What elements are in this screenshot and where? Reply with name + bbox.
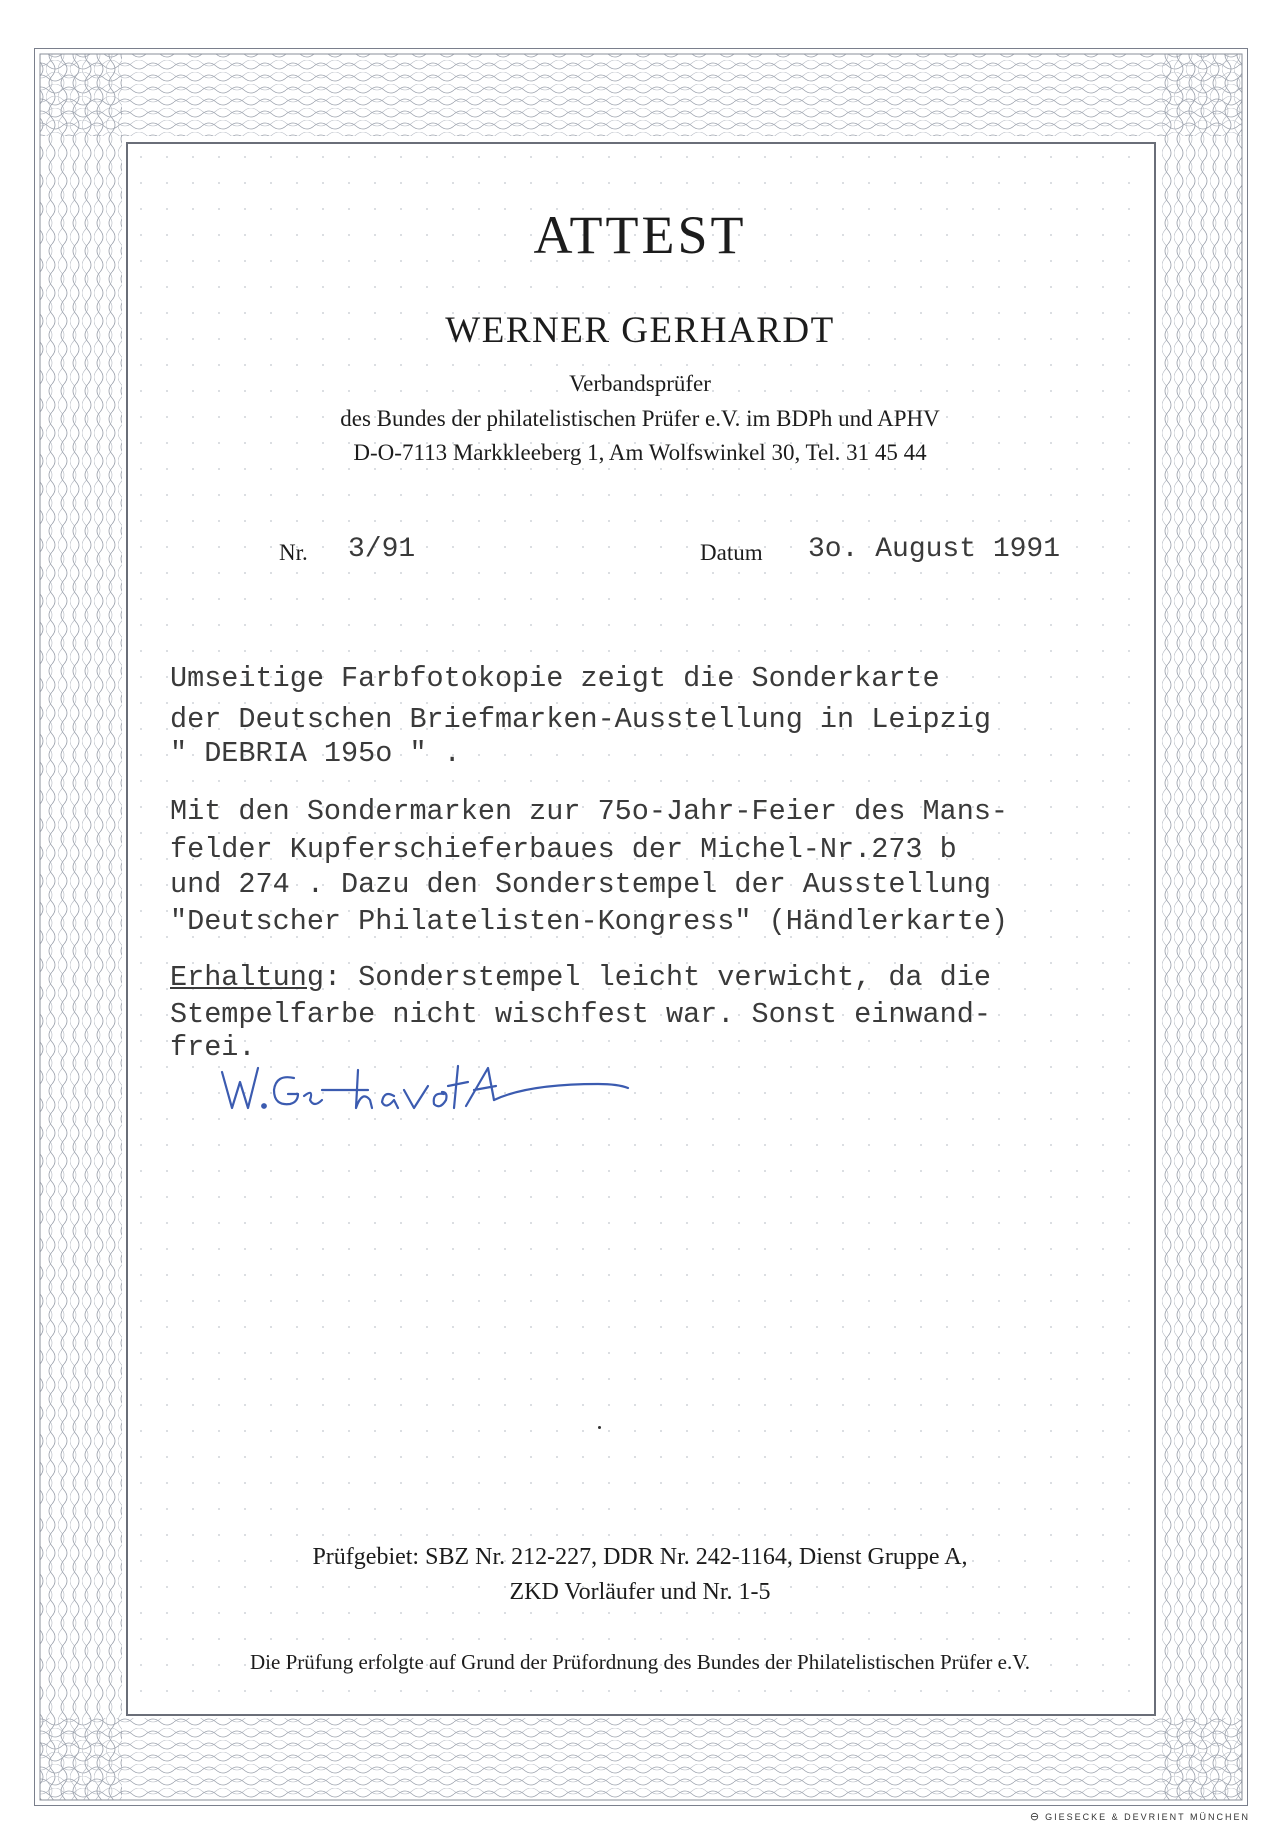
- body-line: Mit den Sondermarken zur 75o-Jahr-Feier des Mans-: [170, 795, 1009, 828]
- certificate-date: 3o. August 1991: [808, 534, 1061, 565]
- handwritten-signature: [218, 1060, 638, 1120]
- body-line: frei.: [170, 1031, 256, 1064]
- printer-logo-icon: ⊖: [1029, 1811, 1040, 1823]
- body-line: der Deutschen Briefmarken-Ausstellung in Leipzig: [170, 703, 991, 736]
- examination-scope: Prüfgebiet: SBZ Nr. 212-227, DDR Nr. 242-1164, Dienst Gruppe A,: [312, 1544, 968, 1570]
- examiner-role: Verbandsprüfer: [569, 371, 711, 396]
- examiner-name: WERNER GERHARDT: [445, 310, 835, 351]
- certificate-number: 3/91: [348, 534, 416, 565]
- body-line: " DEBRIA 195o " .: [170, 737, 461, 770]
- body-line: felder Kupferschieferbaues der Michel-Nr.273 b: [170, 833, 957, 866]
- certificate-title: ATTEST: [533, 205, 747, 265]
- condition-label: Erhaltung: [170, 961, 324, 994]
- condition-line: [170, 961, 991, 994]
- body-line: Umseitige Farbfotokopie zeigt die Sonderkarte: [170, 662, 940, 695]
- condition-text: : Sonderstempel leicht verwicht, da die: [323, 961, 991, 994]
- body-line: "Deutscher Philatelisten-Kongress" (Händlerkarte): [170, 905, 1009, 938]
- printer-name: GIESECKE & DEVRIENT MÜNCHEN: [1045, 1812, 1250, 1822]
- body-line: Stempelfarbe nicht wischfest war. Sonst einwand-: [170, 998, 991, 1031]
- date-label: Datum: [700, 540, 763, 565]
- regulation-note: Die Prüfung erfolgte auf Grund der Prüfordnung des Bundes der Philatelistischen Prüfer e.V.: [250, 1650, 1030, 1674]
- number-label: Nr.: [279, 540, 308, 565]
- examination-scope-continued: ZKD Vorläufer und Nr. 1-5: [509, 1579, 771, 1605]
- examiner-association: des Bundes der philatelistischen Prüfer e.V. im BDPh und APHV: [340, 406, 940, 431]
- body-line: und 274 . Dazu den Sonderstempel der Ausstellung: [170, 868, 991, 901]
- examiner-address: D-O-7113 Markkleeberg 1, Am Wolfswinkel 30, Tel. 31 45 44: [353, 440, 927, 465]
- ink-dot: [598, 1426, 601, 1429]
- printer-imprint: [1030, 1810, 1250, 1823]
